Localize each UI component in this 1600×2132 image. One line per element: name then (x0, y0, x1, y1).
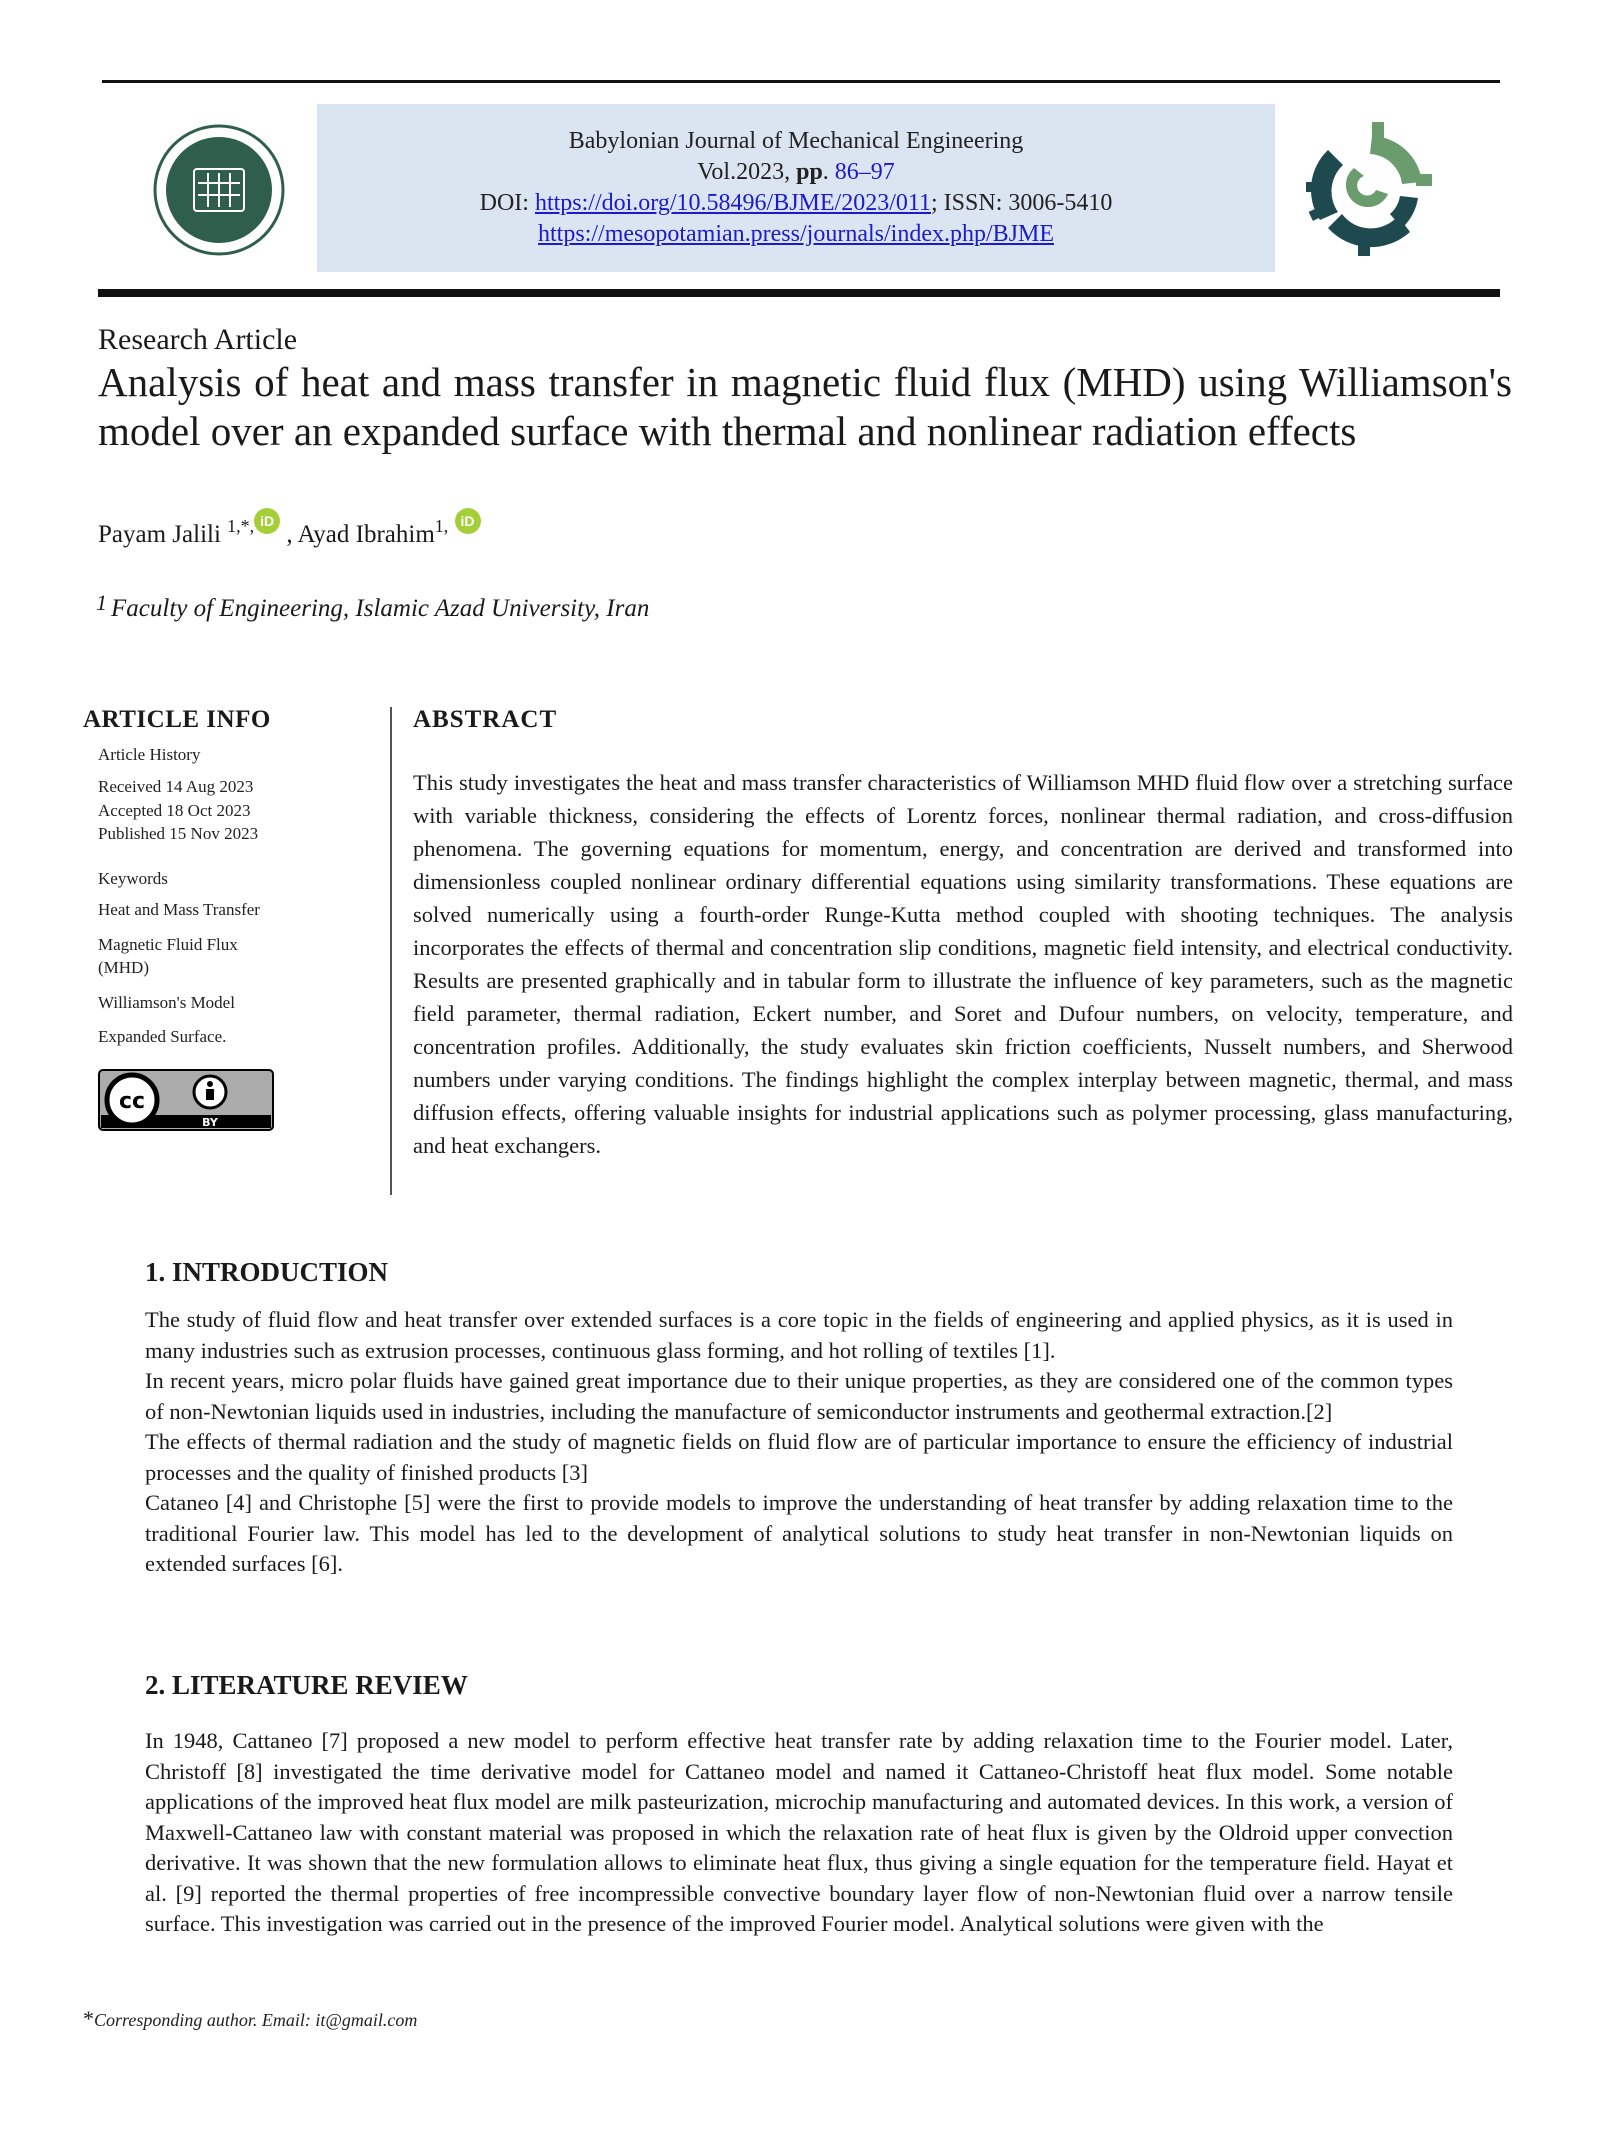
author-affiliation-marker: 1,*, (227, 516, 255, 536)
journal-gear-logo (1298, 120, 1436, 258)
keyword-item: Expanded Surface. (98, 1027, 227, 1046)
abstract-heading: ABSTRACT (413, 706, 558, 733)
abstract-text: This study investigates the heat and mass transfer characteristics of Williamson MHD fluid flow over a stretching surface with variable thickness, considering the effects of Lorentz forces, nonlinear thermal radiation, and cross-diffusion phenomena. The governing equations for momentum, energy, and concentration are derived and transformed into dimensionless coupled nonlinear ordinary differential equations using similarity transformations. These equations are solved numerically using a fourth-order Runge-Kutta method coupled with shooting techniques. The analysis incorporates the effects of thermal and concentration slip conditions, magnetic field intensity, and electrical conductivity. Results are presented graphically and in tabular form to illustrate the influence of key parameters, such as the magnetic field parameter, thermal radiation, Eckert number, and Soret and Dufour numbers, on velocity, temperature, and concentration profiles. Additionally, the study evaluates skin friction coefficients, Nusselt numbers, and Sherwood numbers under varying conditions. The findings highlight the complex interplay between magnetic, thermal, and mass diffusion effects, offering valuable insights for industrial applications such as polymer processing, glass manufacturing, and heat exchangers. (413, 770, 1513, 1158)
header-top-rule (102, 80, 1500, 83)
doi-link[interactable]: https://doi.org/10.58496/BJME/2023/011 (534, 190, 931, 216)
author-name: , Ayad Ibrahim (280, 521, 435, 548)
paragraph: Cataneo [4] and Christophe [5] were the first to provide models to improve the understanding of heat transfer by adding relaxation time to the traditional Fourier law. This model has led to the development of analytical solutions to study heat transfer in non-Newtonian liquids on extended surfaces [6]. (145, 1490, 1453, 1576)
volume-pages (317, 157, 1275, 188)
journal-name: Babylonian Journal of Mechanical Engineering (568, 128, 1024, 154)
article-type: Research Article (98, 323, 298, 356)
introduction-heading: 1. INTRODUCTION (145, 1257, 389, 1287)
author-line (98, 508, 481, 549)
orcid-icon[interactable]: iD (254, 508, 280, 534)
received-date: Received 14 Aug 2023 (98, 777, 254, 796)
header-bottom-rule (98, 289, 1500, 297)
journal-url-link[interactable]: https://mesopotamian.press/journals/index.php/BJME (538, 221, 1054, 247)
seal-text-top: MESOPOTAMIAN (173, 136, 265, 169)
keyword-item: Heat and Mass Transfer (98, 900, 260, 919)
paragraph: In recent years, micro polar fluids have gained great importance due to their unique properties, as they are considered one of the common types of non-Newtonian liquids used in industries, including the manufacture of semiconductor instruments and geothermal extraction.[2] (145, 1368, 1453, 1424)
keyword-item: Magnetic Fluid Flux (98, 935, 238, 954)
keyword-item: (MHD) (98, 958, 149, 977)
license-label: BY (202, 1116, 218, 1129)
literature-review-body (145, 1726, 1453, 1940)
keyword-item: Williamson's Model (98, 993, 235, 1012)
paragraph: The effects of thermal radiation and the study of magnetic fields on fluid flow are of particular importance to ensure the efficiency of industrial processes and the quality of finished products [3] (145, 1429, 1453, 1485)
affiliation (96, 590, 649, 623)
introduction-body (145, 1305, 1453, 1580)
issn-text: ; ISSN: 3006-5410 (931, 190, 1113, 216)
footnote-text: Corresponding author. Email: it@gmail.com (94, 2010, 418, 2030)
affiliation-marker: 1 (96, 590, 107, 615)
cc-by-license-badge[interactable] (98, 1069, 274, 1131)
doi-line (317, 188, 1275, 219)
author-name: Payam Jalili (98, 521, 228, 548)
paragraph: In 1948, Cattaneo [7] proposed a new model to perform effective heat transfer rate by adding relaxation time to the Fourier model. Later, Christoff [8] investigated the time derivative model for Cattaneo model and named it Cattaneo-Christoff heat flux model. Some notable applications of the improved heat flux model are milk pasteurization, microchip manufacturing and automated devices. In this work, a version of Maxwell-Cattaneo law with constant material was proposed in which the relaxation rate of heat flux is given by the Oldroid upper convection derivative. It was shown that the new formulation allows to eliminate heat flux, thus giving a single equation for the temperature field. Hayat et al. [9] reported the thermal properties of free incompressible convective boundary layer flow of non-Newtonian fluid over a narrow tensile surface. This investigation was carried out in the presence of the improved Fourier model. Analytical solutions were given with the (145, 1728, 1453, 1936)
article-info-heading: ARTICLE INFO (83, 706, 271, 733)
doi-label: DOI: (479, 190, 535, 216)
pages-label: pp (796, 159, 823, 185)
accepted-date: Accepted 18 Oct 2023 (98, 801, 251, 820)
article-history-label: Article History (98, 745, 201, 764)
column-divider (390, 707, 392, 1195)
page-range: 86–97 (834, 159, 895, 185)
pages-dot: . (822, 159, 835, 185)
published-date: Published 15 Nov 2023 (98, 824, 259, 843)
corresponding-author-footnote (83, 2006, 417, 2032)
paragraph: The study of fluid flow and heat transfer over extended surfaces is a core topic in the fields of engineering and applied physics, as it is used in many industries such as extrusion processes, continuous glass forming, and hot rolling of textiles [1]. (145, 1307, 1453, 1363)
literature-review-heading: 2. LITERATURE REVIEW (145, 1670, 468, 1700)
article-title: Analysis of heat and mass transfer in magnetic fluid flux (MHD) using Williamson's model over an expanded surface with thermal and nonlinear radiation effects (98, 359, 1512, 454)
keywords-label: Keywords (98, 869, 168, 888)
orcid-icon[interactable]: iD (455, 508, 481, 534)
svg-text:cc: cc (118, 1089, 146, 1114)
author-affiliation-marker: 1, (434, 516, 449, 536)
affiliation-text: Faculty of Engineering, Islamic Azad University, Iran (111, 595, 650, 622)
journal-header (317, 104, 1275, 272)
publisher-seal-logo (152, 123, 286, 257)
footnote-star: * (83, 2006, 94, 2031)
volume-label: Vol.2023, (697, 159, 797, 185)
